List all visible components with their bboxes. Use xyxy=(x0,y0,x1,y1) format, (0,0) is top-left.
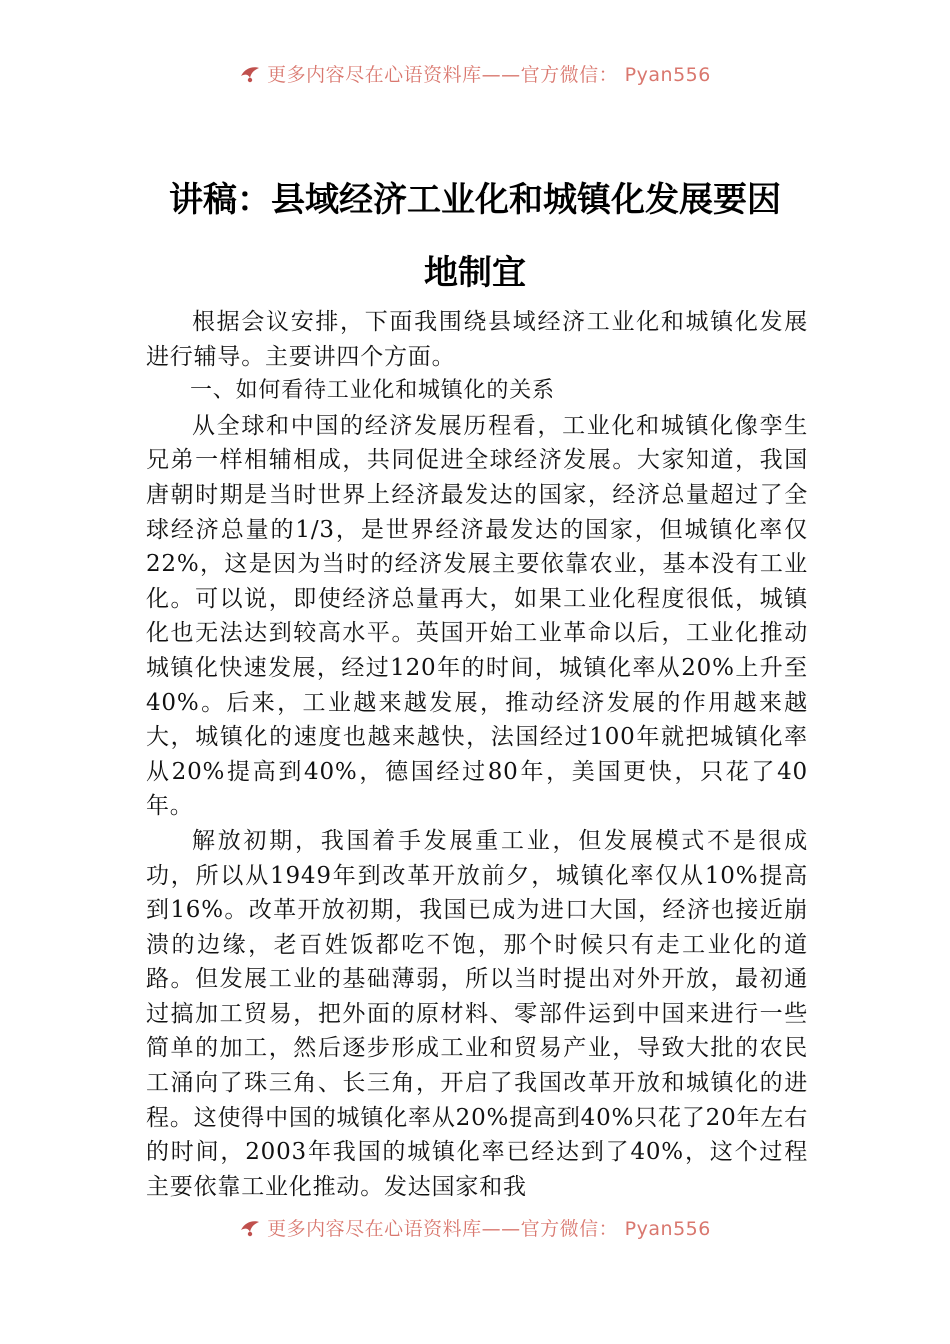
document-body xyxy=(146,305,808,1204)
watermark-text: 更多内容尽在心语资料库——官方微信： Pyan556 xyxy=(267,63,711,86)
paragraph-intro: 根据会议安排，下面我围绕县域经济工业化和城镇化发展进行辅导。主要讲四个方面。 xyxy=(146,309,808,370)
header-watermark xyxy=(0,58,950,88)
document-title-line-2: 地制宜 xyxy=(424,253,526,293)
watermark-text: 更多内容尽在心语资料库——官方微信： Pyan556 xyxy=(267,1217,711,1240)
eagle-logo-icon xyxy=(239,62,261,84)
paragraph-china-history: 解放初期，我国着手发展重工业，但发展模式不是很成功，所以从1949年到改革开放前夕，城镇化率仅从10%提高到16%。改革开放初期，我国已成为进口大国，经济也接近崩溃的边缘，老百姓饭都吃不饱，那个时候只有走工业化的道路。但发展工业的基础薄弱，所以当时提出对外开放，最初通过搞加工贸易，把外面的原材料、零部件运到中国来进行一些简单的加工，然后逐步形成工业和贸易产业，导致大批的农民工涌向了珠三角、长三角，开启了我国改革开放和城镇化的进程。这使得中国的城镇化率从20%提高到40%只花了20年左右的时间，2003年我国的城镇化率已经达到了40%，这个过程主要依靠工业化推动。发达国家和我 xyxy=(146,827,808,1200)
eagle-logo-icon xyxy=(239,1216,261,1238)
paragraph-global-history: 从全球和中国的经济发展历程看，工业化和城镇化像孪生兄弟一样相辅相成，共同促进全球经济发展。大家知道，我国唐朝时期是当时世界上经济最发达的国家，经济总量超过了全球经济总量的1/3，是世界经济最发达的国家，但城镇化率仅22%，这是因为当时的经济发展主要依靠农业，基本没有工业化。可以说，即使经济总量再大，如果工业化程度很低，城镇化也无法达到较高水平。英国开始工业革命以后，工业化推动城镇化快速发展，经过120年的时间，城镇化率从20%上升至40%。后来，工业越来越发展，推动经济发展的作用越来越大，城镇化的速度也越来越快，法国经过100年就把城镇化率从20%提高到40%，德国经过80年，美国更快，只花了40年。 xyxy=(146,412,808,820)
section-heading-1: 一、如何看待工业化和城镇化的关系 xyxy=(190,378,555,404)
footer-watermark xyxy=(0,1212,950,1242)
document-title-line-1: 讲稿：县域经济工业化和城镇化发展要因 xyxy=(169,180,781,220)
